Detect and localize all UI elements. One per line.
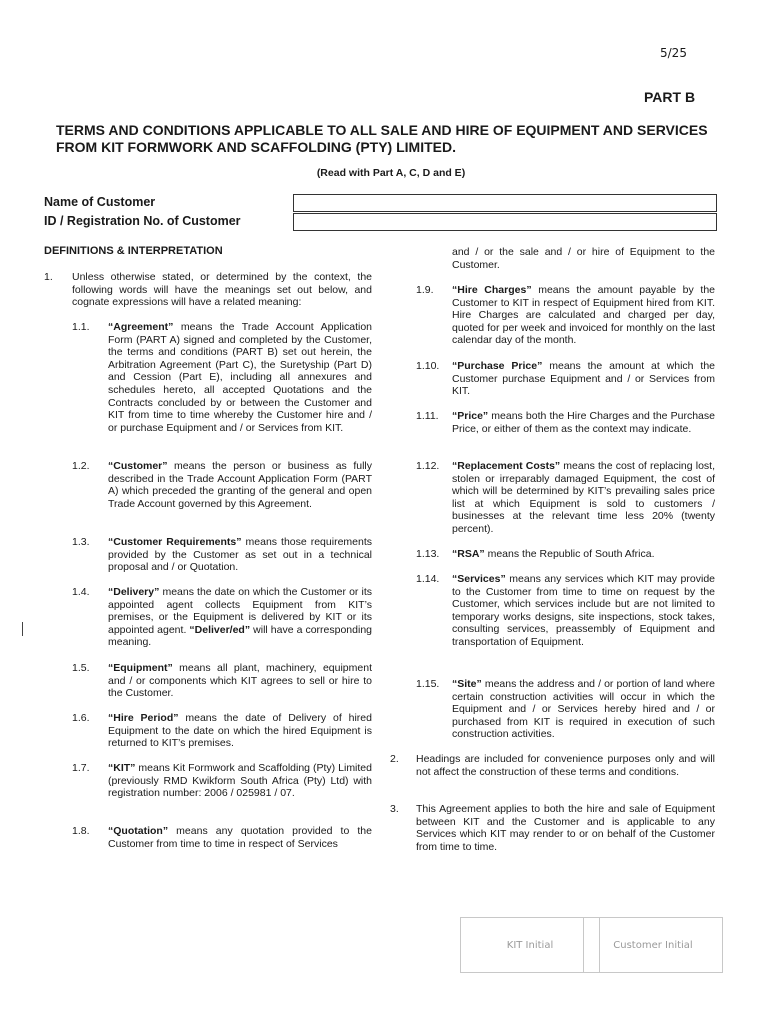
clause-number: 3. [390, 803, 399, 815]
clause-number: 1.14. [416, 573, 440, 585]
clause-1-4-text [108, 586, 372, 649]
clause-1-15-text [452, 678, 715, 741]
definition: means the person or business as fully described in the Trade Account Application Form (PART A) which preceded the granting of the general and open Trade Account governed by this Agreement. [108, 460, 372, 510]
clause-2-text: Headings are included for convenience purposes only and will not affect the construction of these terms and conditions. [416, 753, 715, 778]
clause-number: 1.5. [72, 662, 90, 674]
definition: means the Republic of South Africa. [484, 548, 655, 560]
defined-term: “Services” [452, 573, 506, 585]
definition: means the amount payable by the Customer to KIT in respect of Equipment hired from KIT. Hire Charges are calculated and charged per day, quoted for per week and invoiced for monthly on the last calendar day of the month. [452, 284, 715, 347]
clause-number: 1.9. [416, 284, 434, 296]
definition: means the Trade Account Application Form (PART A) signed and completed by the Customer, the terms and conditions (PART B) set out herein, the Arbitration Agreement (Part C), the Suretyship (Part D) and Cession (Part E), including all annexures and schedules hereto, all accepted Quotations and the Contracts concluded by or between the Customer and KIT from time to time whereby the Customer hire and / or purchase Equipment and / or Services from KIT. [108, 321, 372, 434]
clause-number: 1.7. [72, 762, 90, 774]
clause-3-text: This Agreement applies to both the hire and sale of Equipment between KIT and the Customer and is applicable to any Services which KIT may render to or on behalf of the Customer from time to time. [416, 803, 715, 853]
clause-number: 1.11. [416, 410, 439, 422]
clause-1-8-text [108, 825, 372, 850]
document-title: TERMS AND CONDITIONS APPLICABLE TO ALL SALE AND HIRE OF EQUIPMENT AND SERVICES FROM KIT FORMWORK AND SCAFFOLDING (PTY) LIMITED. [56, 122, 708, 155]
clause-number: 2. [390, 753, 399, 765]
clause-1-7-text [108, 762, 372, 800]
definition: means any services which KIT may provide to the Customer from time to time on request by the Customer, which services include but are not limited to temporary works designs, site inspections, stock takes, consulting services, preassembly of Equipment and transportation of Equipment. [452, 573, 715, 648]
clause-number: 1. [44, 271, 53, 283]
clause-number: 1.15. [416, 678, 440, 690]
clause-number: 1.10. [416, 360, 440, 372]
clause-number: 1.13. [416, 548, 440, 560]
clause-1-14-text [452, 573, 715, 649]
defined-term: “Hire Charges” [452, 284, 532, 296]
customer-id-field[interactable] [293, 213, 717, 231]
defined-term: “KIT” [108, 762, 136, 774]
clause-number: 1.8. [72, 825, 90, 837]
clause-number: 1.6. [72, 712, 90, 724]
document-subtitle: (Read with Part A, C, D and E) [316, 167, 466, 179]
definition: means any quotation provided to the Customer from time to time in respect of Services [108, 825, 372, 850]
clause-number: 1.12. [416, 460, 440, 472]
clause-number: 1.1. [72, 321, 90, 333]
defined-term: “Customer Requirements” [108, 536, 242, 548]
clause-1-9-text [452, 284, 715, 347]
defined-term: “Customer” [108, 460, 168, 472]
definition: means the amount at which the Customer purchase Equipment and / or Services from KIT. [452, 360, 715, 398]
customer-name-label: Name of Customer [44, 195, 156, 209]
text-cursor [22, 622, 23, 636]
defined-term: “Deliver/ed” [189, 623, 251, 636]
clause-text: Unless otherwise stated, or determined by the context, the following words will have the meanings set out below, and cognate expressions will have a related meaning: [72, 271, 372, 309]
definition: means the date of Delivery of hired Equipment to the date on which the hired Equipment is returned to KIT’s premises. [108, 712, 372, 750]
clause-1-10-text [452, 360, 715, 398]
defined-term: “Delivery” [108, 586, 160, 598]
clause-1-12-text [452, 460, 715, 536]
clause-1-8-continuation: and / or the sale and / or hire of Equipment to the Customer. [452, 246, 715, 271]
defined-term: “Hire Period” [108, 712, 179, 724]
defined-term: “Price” [452, 410, 489, 422]
definition: means the cost of replacing lost, stolen or irreparably damaged Equipment, the cost of which will be determined by KIT’s prevailing sales price list at which Equipment is sold to customers / businesses at the relevant time less 20% (twenty percent). [452, 460, 715, 535]
definition: will have a corresponding meaning. [108, 623, 373, 649]
part-heading: PART B [644, 89, 696, 105]
defined-term: “Site” [452, 678, 482, 690]
defined-term: “Quotation” [108, 825, 169, 837]
defined-term: “Agreement” [108, 321, 174, 333]
customer-name-field[interactable] [293, 194, 717, 212]
kit-initial-box[interactable]: KIT Initial [460, 917, 600, 973]
page-number: 5/25 [660, 46, 687, 60]
clause-number: 1.3. [72, 536, 90, 548]
clause-number: 1.2. [72, 460, 90, 472]
section-heading: DEFINITIONS & INTERPRETATION [44, 245, 223, 257]
defined-term: “Purchase Price” [452, 360, 543, 372]
definition: means the date on which the Customer or its appointed agent collects Equipment from KIT’s premises, or the Equipment is delivered by KIT or its appointed agent. [108, 586, 372, 636]
defined-term: “Replacement Costs” [452, 460, 561, 472]
definition: means Kit Formwork and Scaffolding (Pty) Limited (previously RMD Kwikform South Africa (Pty) Ltd) with registration number: 2006 / 025981 / 07. [108, 762, 372, 800]
clause-1-13-text [452, 548, 715, 561]
clause-1-5-text [108, 662, 372, 700]
clause-number: 1.4. [72, 586, 90, 598]
clause-1-11-text [452, 410, 715, 435]
defined-term: “RSA” [452, 548, 485, 560]
customer-id-label: ID / Registration No. of Customer [44, 214, 241, 228]
definition: means both the Hire Charges and the Purchase Price, or either of them as the context may indicate. [452, 410, 715, 435]
clause-1-2-text [108, 460, 372, 510]
clause-1-3-text [108, 536, 372, 574]
clause-1-6-text [108, 712, 372, 750]
clause-1-1-text [108, 321, 372, 434]
customer-initial-box[interactable]: Customer Initial [583, 917, 723, 973]
definition: means the address and / or portion of land where certain construction activities will occur in which the Equipment and / or Services hereby hired and / or purchased from KIT is required in execution of such construction activities. [452, 678, 715, 741]
definition: means all plant, machinery, equipment and / or components which KIT agrees to sell or hire to the Customer. [108, 662, 372, 700]
defined-term: “Equipment” [108, 662, 173, 674]
definition: means those requirements provided by the Customer as set out in a technical proposal and / or Quotation. [108, 536, 372, 574]
